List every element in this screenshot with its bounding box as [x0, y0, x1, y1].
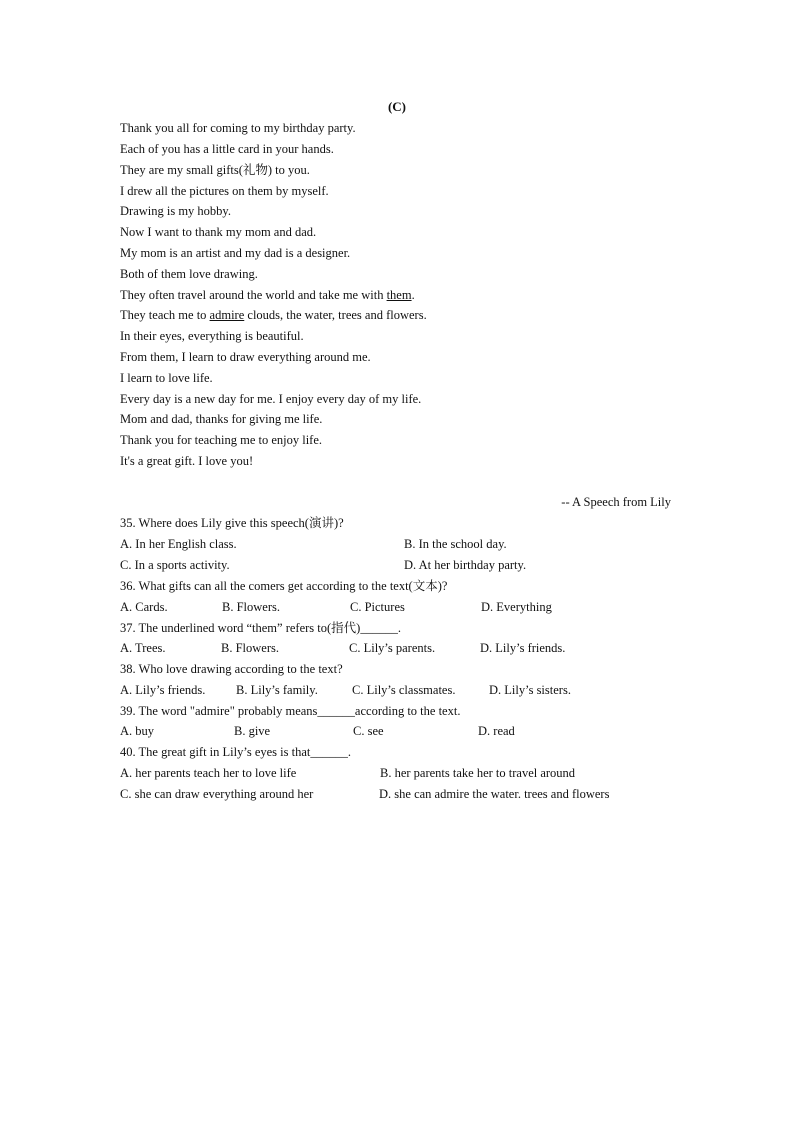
- option-b: B. Flowers.: [221, 641, 279, 655]
- question-stem: 36. What gifts can all the comers get according to the text(文本)?: [120, 579, 448, 593]
- option-a: A. Trees.: [120, 641, 166, 655]
- option-a: A. Lily’s friends.: [120, 683, 206, 697]
- option-c: C. Lily’s classmates.: [352, 683, 456, 697]
- passage-line: Mom and dad, thanks for giving me life.: [120, 412, 323, 426]
- option-d: D. At her birthday party.: [404, 558, 527, 572]
- option-a: A. In her English class.: [120, 537, 237, 551]
- option-b: B. In the school day.: [404, 537, 507, 551]
- passage-line: Every day is a new day for me. I enjoy every day of my life.: [120, 392, 422, 406]
- passage-line: In their eyes, everything is beautiful.: [120, 329, 304, 343]
- speech-signature: -- A Speech from Lily: [561, 495, 671, 509]
- option-c: C. Pictures: [350, 600, 405, 614]
- option-c: C. see: [353, 724, 384, 738]
- option-d: D. Everything: [481, 600, 552, 614]
- option-c: C. Lily’s parents.: [349, 641, 436, 655]
- option-a: A. buy: [120, 724, 155, 738]
- passage-line: From them, I learn to draw everything around me.: [120, 350, 371, 364]
- passage-line: Drawing is my hobby.: [120, 204, 231, 218]
- passage-text: They often travel around the world and take me with: [120, 288, 387, 302]
- passage-text: clouds, the water, trees and flowers.: [244, 308, 427, 322]
- question-stem: 39. The word "admire" probably means______according to the text.: [120, 704, 461, 718]
- passage-line: It's a great gift. I love you!: [120, 454, 254, 468]
- option-b: B. Lily’s family.: [236, 683, 318, 697]
- option-c: C. In a sports activity.: [120, 558, 230, 572]
- passage-line: I drew all the pictures on them by myself.: [120, 184, 329, 198]
- section-title: (C): [387, 99, 407, 114]
- passage-line: Now I want to thank my mom and dad.: [120, 225, 317, 239]
- passage-line: Thank you for teaching me to enjoy life.: [120, 433, 323, 447]
- option-d: D. she can admire the water. trees and flowers: [379, 787, 610, 801]
- passage-line: My mom is an artist and my dad is a designer.: [120, 246, 351, 260]
- underlined-word-them: them: [386, 288, 412, 302]
- passage-line: Each of you has a little card in your hands.: [120, 142, 334, 156]
- question-stem: 38. Who love drawing according to the text?: [120, 662, 343, 676]
- option-d: D. read: [478, 724, 515, 738]
- passage-line: [120, 286, 415, 304]
- passage-line: Both of them love drawing.: [120, 267, 258, 281]
- question-stem: 35. Where does Lily give this speech(演讲)?: [120, 516, 344, 530]
- option-d: D. Lily’s sisters.: [489, 683, 571, 697]
- passage-line: They are my small gifts(礼物) to you.: [120, 163, 310, 177]
- passage-text: They teach me to: [120, 308, 210, 322]
- option-a: A. her parents teach her to love life: [120, 766, 297, 780]
- passage-line: [120, 306, 427, 324]
- question-stem: 37. The underlined word “them” refers to(指代)______.: [120, 621, 401, 635]
- underlined-word-admire: admire: [209, 308, 245, 322]
- passage-line: Thank you all for coming to my birthday party.: [120, 121, 356, 135]
- option-b: B. Flowers.: [222, 600, 280, 614]
- option-c: C. she can draw everything around her: [120, 787, 314, 801]
- passage-line: I learn to love life.: [120, 371, 213, 385]
- option-a: A. Cards.: [120, 600, 168, 614]
- option-d: D. Lily’s friends.: [480, 641, 566, 655]
- option-b: B. give: [234, 724, 271, 738]
- passage-text: .: [411, 288, 415, 302]
- option-b: B. her parents take her to travel around: [380, 766, 576, 780]
- question-stem: 40. The great gift in Lily’s eyes is that______.: [120, 745, 351, 759]
